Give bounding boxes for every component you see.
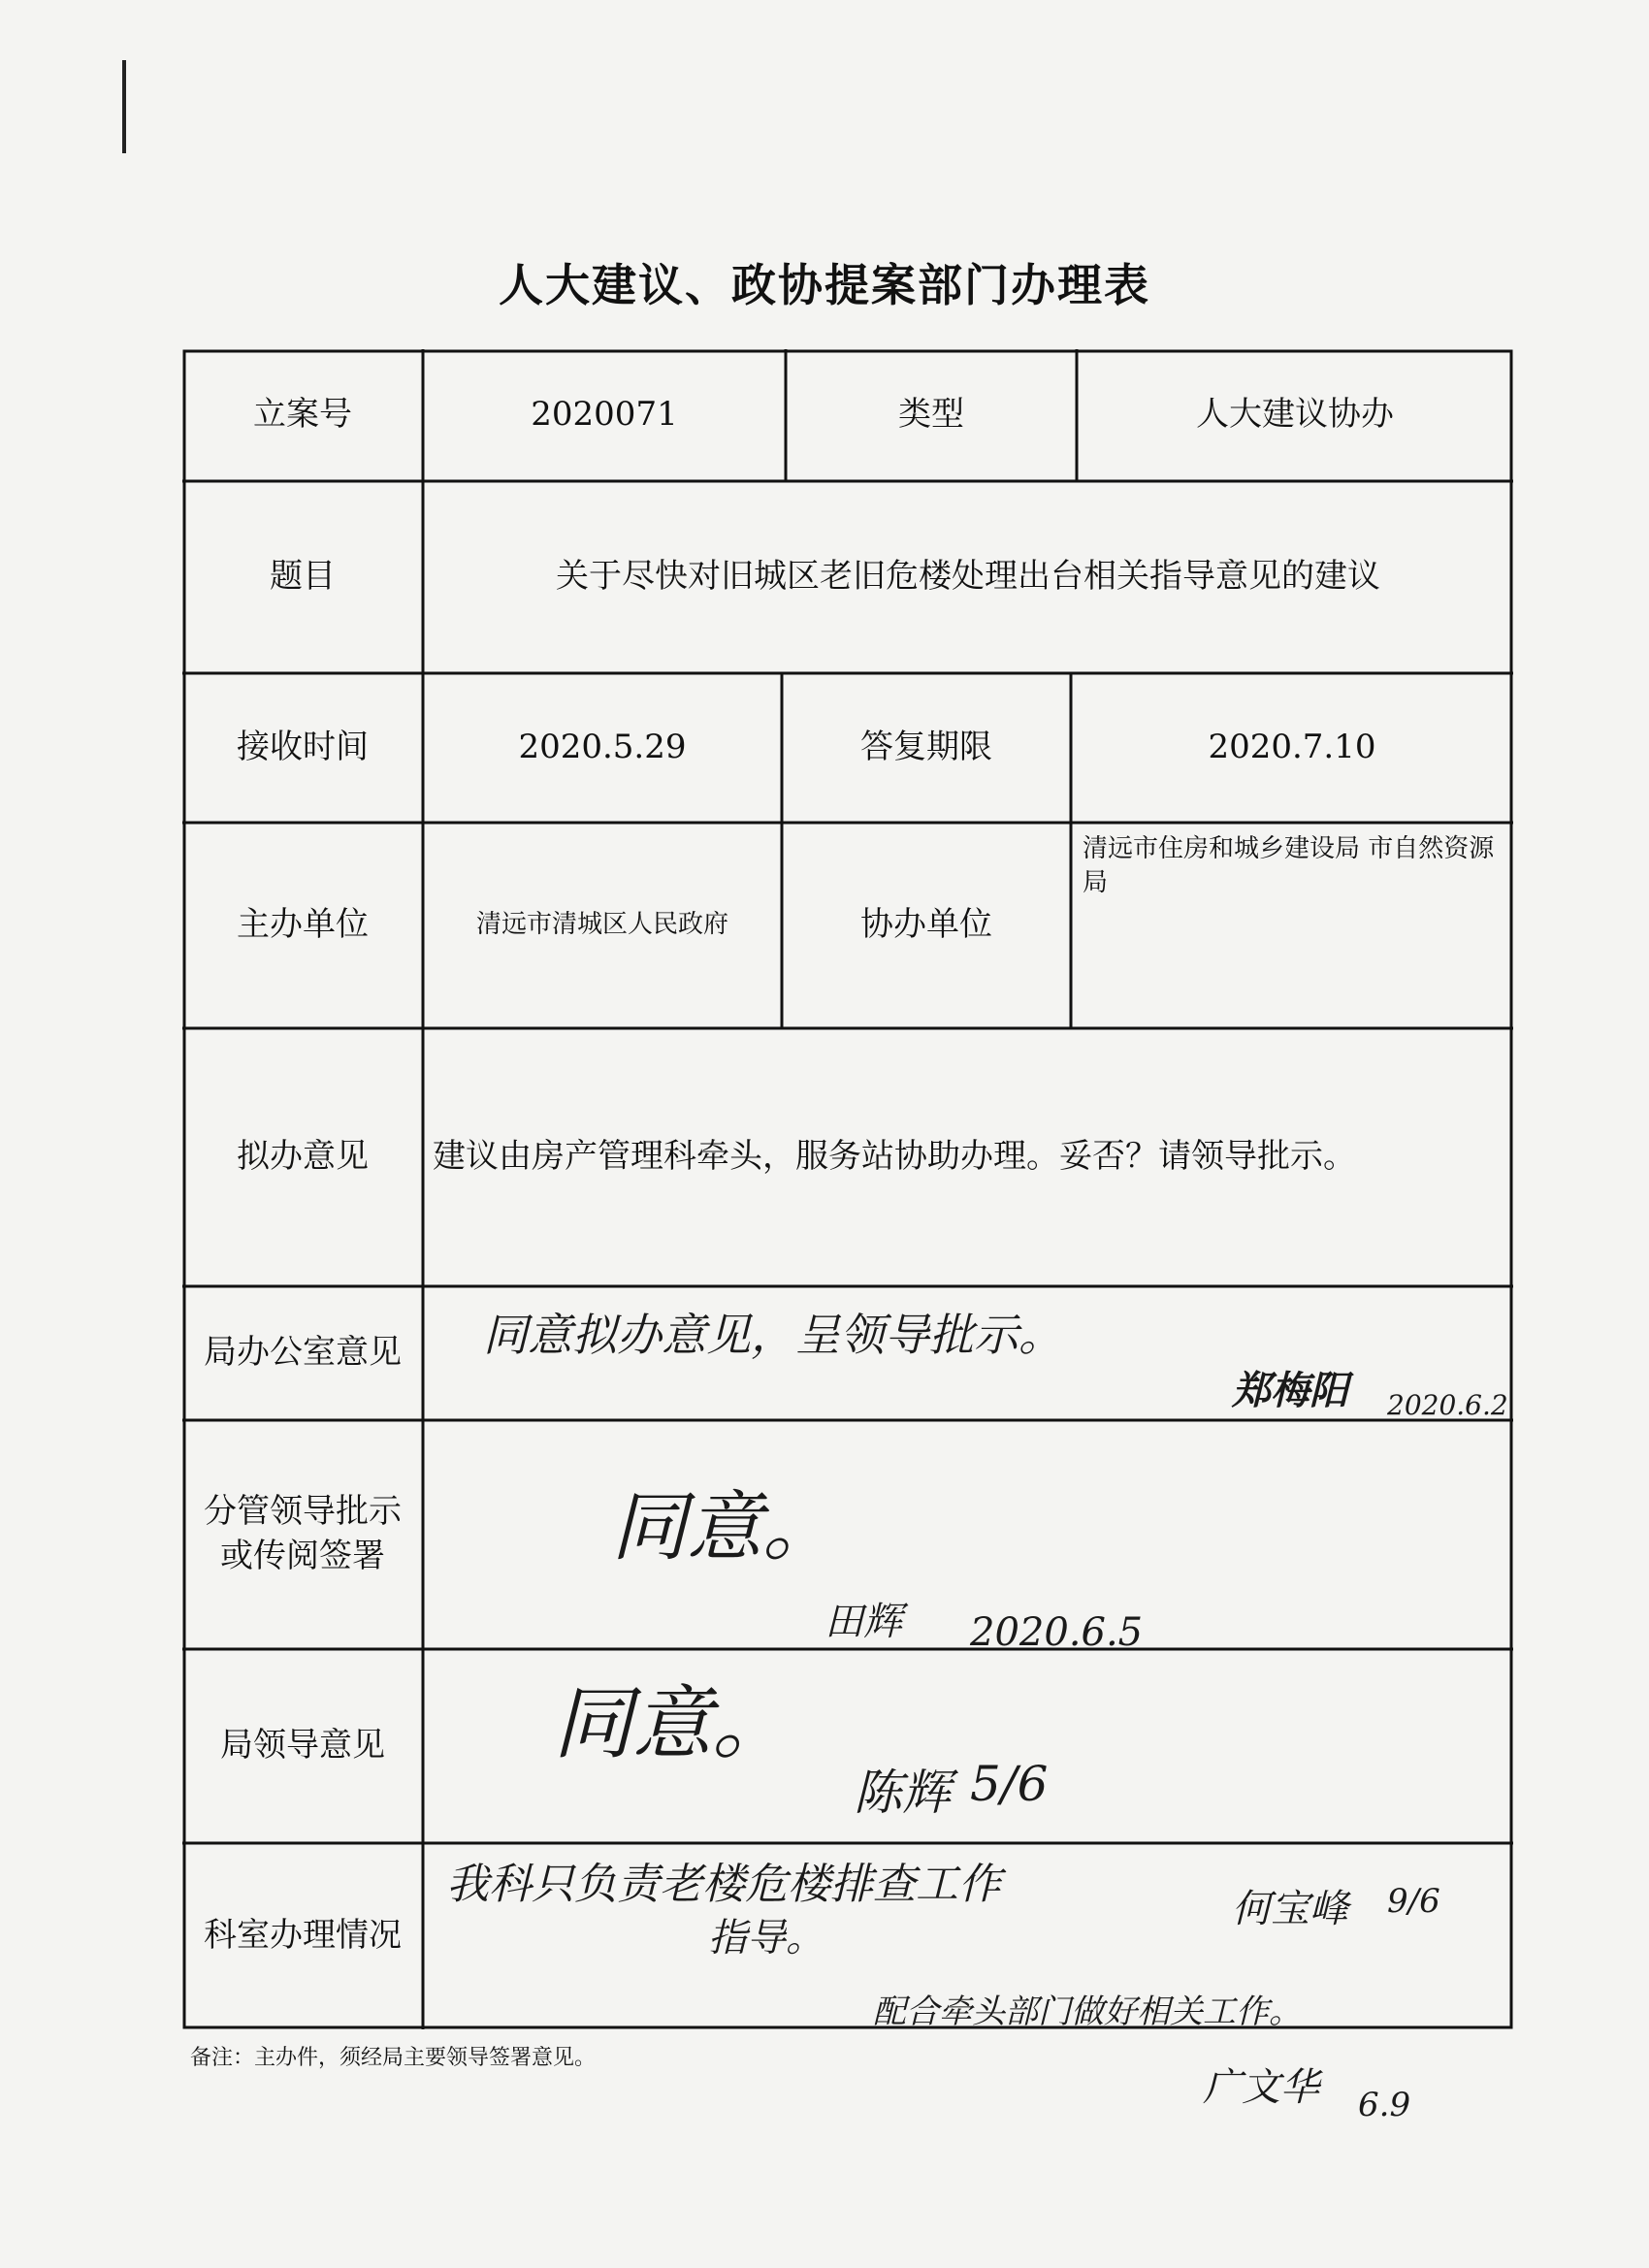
deadline-label: 答复期限 [860,728,992,767]
subject-value: 关于尽快对旧城区老旧危楼处理出台相关指导意见的建议 [556,557,1380,597]
form-table [182,349,1513,2029]
deadline-value: 2020.7.10 [1208,728,1376,767]
type-value: 人大建议协办 [1196,395,1394,435]
case-no-value: 2020071 [531,395,678,435]
co-value: 清远市住房和城乡建设局 市自然资源局 [1083,834,1495,898]
section-status-line2: 指导。 [708,1916,824,1960]
type-label: 类型 [898,395,964,435]
received-label: 接收时间 [237,728,369,767]
bureau-opinion-label: 局领导意见 [220,1726,385,1766]
office-signature: 郑梅阳 [1232,1368,1348,1413]
scan-edge-mark [122,60,126,153]
section-status-line3: 配合牵头部门做好相关工作。 [873,1993,1302,2031]
section-date: 9/6 [1387,1882,1440,1921]
leader-signature: 田辉 [824,1600,902,1644]
proposal-value: 建议由房产管理科牵头，服务站协助办理。妥否？请领导批示。 [433,1137,1356,1177]
bureau-signature: 陈辉 [854,1765,951,1821]
footnote: 备注：主办件，须经局主要领导签署意见。 [190,2046,597,2070]
office-opinion-label: 局办公室意见 [204,1333,402,1373]
office-date: 2020.6.2 [1387,1389,1508,1421]
received-value: 2020.5.29 [518,728,687,767]
co-label: 协办单位 [860,905,992,945]
leader-label-line1: 分管领导批示 [204,1492,402,1532]
office-opinion-handwriting: 同意拟办意见，呈领导批示。 [483,1309,1063,1361]
leader-opinion-handwriting: 同意。 [611,1484,839,1571]
leader-date: 2020.6.5 [970,1610,1144,1655]
bureau-date: 5/6 [970,1756,1049,1812]
section-status-line1: 我科只负责老楼危楼排查工作 [446,1860,1001,1909]
subject-label: 题目 [270,557,336,597]
form-title: 人大建议、政协提案部门办理表 [499,259,1150,311]
leader-label-line2: 或传阅签署 [220,1537,385,1575]
proposal-label: 拟办意见 [237,1137,369,1177]
section-signature-2: 广文华 [1203,2065,1319,2110]
section-status-label: 科室办理情况 [204,1916,402,1956]
bureau-opinion-handwriting: 同意。 [553,1678,792,1770]
section-date-2: 6.9 [1358,2086,1411,2124]
case-no-label: 立案号 [253,395,352,435]
section-signature: 何宝峰 [1232,1887,1348,1931]
host-label: 主办单位 [237,905,369,945]
host-value: 清远市清城区人民政府 [475,910,728,940]
leader-opinion-label [182,1420,423,1649]
